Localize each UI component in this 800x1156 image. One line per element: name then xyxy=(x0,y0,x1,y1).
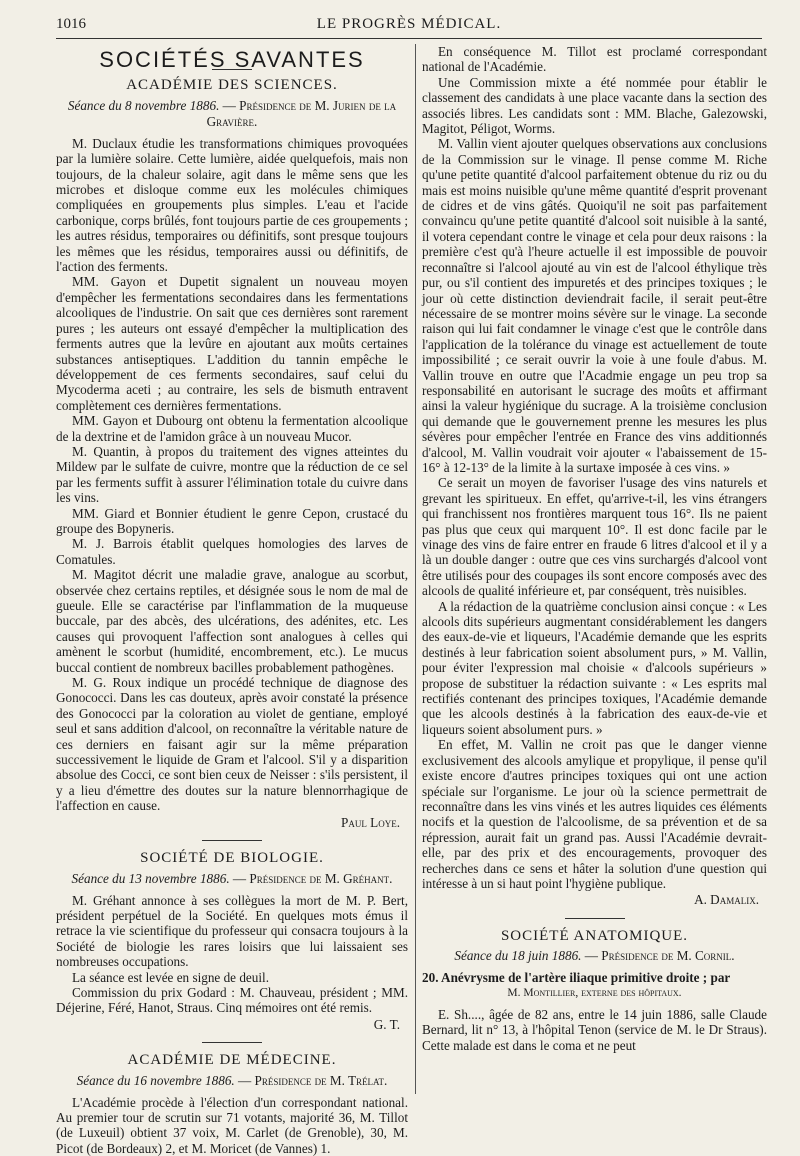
column-divider xyxy=(415,44,416,1094)
seance-line xyxy=(56,871,408,887)
right-column xyxy=(422,44,767,1108)
seance-line xyxy=(56,98,408,130)
presidence: — Présidence de M. Cornil. xyxy=(584,948,735,964)
paragraph: E. Sh...., âgée de 82 ans, entre le 14 juin 1886, salle Claude Bernard, lit n° 13, à l'hôpital Tenon (service de M. le Dr Straus). Cette malade est dans le coma et ne peut xyxy=(422,1006,767,1053)
paragraph: M. Gréhant annonce à ses collègues la mort de M. P. Bert, président perpétuel de la Société. En quelques mots émus il retrace la vie scientifique du professeur qui consacra toujours à la Société de biologie les rares loisirs que lui laissaient ses nombreuses occupations. xyxy=(56,892,408,970)
paragraph: Une Commission mixte a été nommée pour établir le classement des candidats à une place vacante dans la section des associés libres. Les candidats sont : MM. Blache, Galezowski, Magitot, Péligot, Worms. xyxy=(422,74,767,137)
paragraph: M. J. Barrois établit quelques homologies des larves de Comatules. xyxy=(56,536,408,567)
seance-date: Séance du 16 novembre 1886. xyxy=(76,1072,235,1088)
seance-line xyxy=(422,948,767,964)
paragraph: La séance est levée en signe de deuil. xyxy=(72,969,269,985)
seance-line xyxy=(56,1073,408,1089)
presidence: — Présidence de M. Gréhant. xyxy=(232,870,393,886)
paragraph: En conséquence M. Tillot est proclamé correspondant national de l'Académie. xyxy=(422,44,767,75)
page-number: 1016 xyxy=(56,16,86,32)
section-rule xyxy=(202,1042,262,1043)
paragraph: L'Académie procède à l'élection d'un correspondant national. Au premier tour de scrutin sur 71 votants, majorité 36, M. Tillot (de Luxeuil) obtient 37 voix, M. Carlet (de Grenoble), 30, M. Picot (de Bordeaux) 2, et M. Moricet (de Vannes) 1. xyxy=(56,1094,408,1156)
paragraph: MM. Gayon et Dubourg ont obtenu la fermentation alcoolique de la dextrine et de l'amidon grâce à un nouveau Mucor. xyxy=(56,413,408,444)
journal-title: LE PROGRÈS MÉDICAL. xyxy=(316,16,502,32)
paragraph: En effet, M. Vallin ne croit pas que le danger vienne exclusivement des alcools amylique et propylique, il pense qu'il existe encore d'autres principes toxiques qui ont une action spéciale sur l'organisme. Le jour où la science permettrait de reconnaître dans les vins vinés et les autres liquides ces éléments nocifs et la question de l'alcoolisme, de sa prévention et de sa répression, aurait fait un grand pas. Aussi l'Académie devrait-elle, par des prix et des encouragements, provoquer des recherches dans ce sens et hâter la solution d'une question qui intéresse à un si haut point l'hygiène publique. xyxy=(422,737,767,891)
paragraph: M. G. Roux indique un procédé technique de diagnose des Gonococci. Dans les cas douteux, après avoir constaté la présence des Gonococci par la coloration au violet de gentiane, employé seul et sans addition d'alcool, on reconnaître la véritable nature de ces derniers en faisant agir sur la même préparation successivement le liquide de Gram et l'alcool. S'il y a disparition absolue des Cocci, ce sont bien ceux de Neisser : s'ils persistent, il y a lieu d'émettre des doutes sur la nature blennorrhagique de l'affection en cause. xyxy=(56,675,408,814)
paragraph: A la rédaction de la quatrième conclusion ainsi conçue : « Les alcools dits supérieurs augmentant considérablement les dangers des eaux-de-vie et liqueurs, l'Académie demande que les esprits destinés à leur fabrication soient absolument purs, » M. Vallin, pour éviter l'expression mal choisie « d'alcools supérieurs » propose de substituer la rédaction suivante : « Les esprits mal rectifiés contenant des principes toxiques, l'Académie demande que les alcools destinés à la fabrication des eaux-de-vie et liqueurs soient absolument purs. » xyxy=(422,598,767,737)
paragraph: M. Vallin vient ajouter quelques observations aux conclusions de la Commission sur le vinage. Il pense comme M. Riche qu'une petite quantité d'alcool parfaitement obtenue du riz ou du mais est moins nuisible qu'une même quantité d'esprit provenant de cidres et de vins gâtés. Quoiqu'il ne soit pas parfaitement convaincu qu'une petite quantité d'alcool soit nuisible à la santé, il votera cependant contre le vinage et cela pour deux raisons : la première c'est qu'à l'heure actuelle il est impossible de pouvoir reconnaître si l'alcool ajouté au vin est de l'alcool éthylique très pur, ou s'il contient des impuretés et des principes toxiques ; le jour où cette distinction deviendrait facile, il serait peut-être nécessaire de se montrer moins sévère sur le vinage. La seconde raison qui lui fait condamner le vinage c'est que le contrôle dans l'application de la tolérance du vinage est actuellement de toute impossibilité ; ce serait ouvrir la voie à une foule d'abus. M. Vallin trouve en outre que l'Acadmie engage un peu trop sa responsabilité en autorisant le sucrage des moûts et affirmant ainsi la valeur hygiénique du sucrage. A la troisième conclusion qui demande que le gouvernement prenne les mesures les plus sévères pour empêcher l'entrée en France des vins additionnés d'alcool, M. Vallin voudrait voir ajouter « l'abaissement de 15-16° à 12-13° de la limite à la surtaxe imposée à ces vins. » xyxy=(422,136,767,475)
section-title-academie-sciences: ACADÉMIE DES SCIENCES. xyxy=(126,77,338,94)
seance-date: Séance du 13 novembre 1886. xyxy=(71,870,230,886)
paragraph: M. Duclaux étudie les transformations chimiques provoquées par la lumière solaire. Cette lumière, aidée quelquefois, mais non toujours, de la chaleur solaire, agit dans le même sens que les microbes et disloque comme eux les molécules chimiques compliquées en groupements plus simples. L'eau et l'acide carbonique, corps brûlés, font toujours partie de ces groupements ; les autres résidus, temporaires ou définitifs, sont presque toujours les mêmes que les résidus, temporaires aussi ou définitifs, de l'action des ferments. xyxy=(56,135,408,275)
paragraph: M. Magitot décrit une maladie grave, analogue au scorbut, observée chez certains reptiles, et désignée sous le nom de mal de gueule. Elle se caractérise par l'inflammation de la muqueuse buccale, par des abcès, des ulcérations, des adénites, etc. Les causes qui provoquent l'affection sont analogues à celles qui amènent le scorbut (humidité, encombrement, etc.). Le mucus buccal contient de nombreux bacilles probablement pathogènes. xyxy=(56,567,408,675)
section-rule xyxy=(202,840,262,841)
paragraph: M. Quantin, à propos du traitement des vignes atteintes du Mildew par le sulfate de cuivre, montre que la réduction de ce sel par les ferments suffit à assurer l'élimination totale du cuivre dans les vins. xyxy=(56,443,408,506)
section-title-academie-medecine: ACADÉMIE DE MÉDECINE. xyxy=(127,1052,337,1069)
signature: Paul Loye. xyxy=(341,814,400,830)
paragraph: Ce serait un moyen de favoriser l'usage des vins naturels et grevant les spiritueux. En effet, qu'arrive-t-il, les vins étrangers qui franchissent nos frontières marquent tous 16°. Ils ne paient pas plus que ceux qui marquent 10°. Il est donc facile par le vinage des vins de faire entrer en fraude 6 litres d'alcool et il y a là un double danger : outre que ces vins surchargés d'alcool vont être utilisés pour des coupages ils sont encore composés avec des alcools de qualité inférieure et, par conséquent, très nuisibles. xyxy=(422,475,767,599)
paragraph: MM. Gayon et Dupetit signalent un nouveau moyen d'empêcher les fermentations secondaires dans les fermentations alcooliques de l'industrie. On sait que ces dernières sont rarement pures ; les auteurs ont essayé d'empêcher la multiplication des ferments autres que la levûre en ajoutant aux moûts certaines substances antiseptiques. L'addition du tannin empêche le développement de ces ferments secondaires, sauf celui du Mycoderma aceti ; au contraire, les sels de bismuth entravent complètement ces dernières fermentations. xyxy=(56,274,408,413)
seance-date: Séance du 8 novembre 1886. xyxy=(67,97,220,113)
paragraph: MM. Giard et Bonnier étudient le genre Cepon, crustacé du groupe des Bopyneris. xyxy=(56,505,408,536)
presidence: — Présidence de M. Jurien de la Gravière. xyxy=(206,97,397,129)
page-header xyxy=(56,14,762,39)
section-title-societe-anatomique: SOCIÉTÉ ANATOMIQUE. xyxy=(500,927,689,944)
signature: A. Damalix. xyxy=(694,892,759,908)
observation-title: 20. Anévrysme de l'artère iliaque primitive droite ; par xyxy=(422,970,731,986)
seance-date: Séance du 18 juin 1886. xyxy=(454,948,582,964)
paragraph: Commission du prix Godard : M. Chauveau, président ; MM. Déjerine, Féré, Hanot, Straus. Cinq mémoires ont été remis. xyxy=(56,984,408,1016)
section-title-societe-biologie: SOCIÉTÉ DE BIOLOGIE. xyxy=(140,850,324,867)
section-rule xyxy=(565,918,625,919)
signature: G. T. xyxy=(373,1016,400,1032)
presidence: — Présidence de M. Trélat. xyxy=(238,1072,388,1088)
observation-author: M. Montillier, externe des hôpitaux. xyxy=(507,986,682,999)
left-column xyxy=(56,44,408,1156)
main-title: SOCIÉTÉS SAVANTES xyxy=(99,47,365,72)
